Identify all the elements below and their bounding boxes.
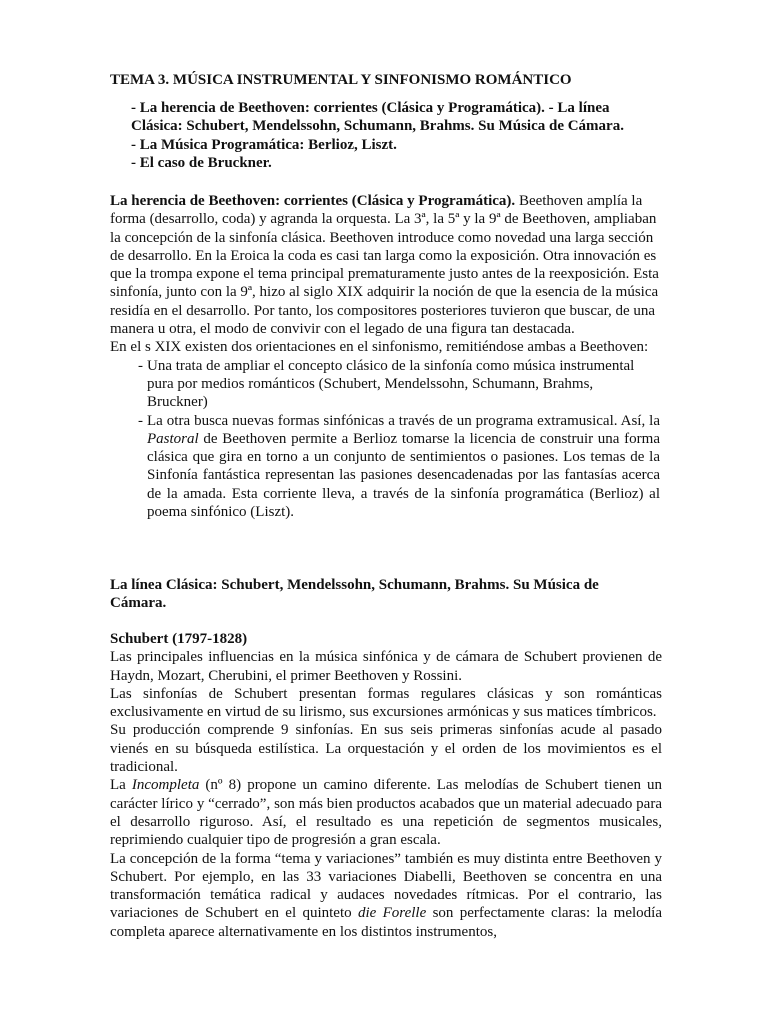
table-of-contents — [131, 99, 671, 172]
paragraph: Las principales influencias en la música sinfónica y de cámara de Schubert provienen de Haydn, Mozart, Cherubini, el primer Beethoven y Rossini. — [110, 649, 662, 684]
paragraph-text: son perfectamente claras: la melodía completa aparece alternativamente en los distintos instrumentos, — [110, 905, 663, 940]
paragraph — [110, 850, 662, 941]
bullet-list — [138, 357, 660, 522]
paragraph-text: Beethoven amplía la forma (desarrollo, coda) y agranda la orquesta. La 3ª, la 5ª y la 9ª de Beethoven, ampliaban la concepción de la sinfonía clásica. Beethoven introduce como novedad una larga sección de desarrollo. En la Eroica la coda es casi tan larga como la exposición. Otra innovación es que la trompa expone el tema principal prematuramente justo antes de la reexposición. Esta sinfonía, junto con la 9ª, hizo al siglo XIX adquirir la noción de que la esencia de la música residía en el desarrollo. Por tanto, los compositores posteriores tuvieron que buscar, de una manera u otra, el modo de convivir con el legado de una figura tan destacada. — [110, 193, 659, 338]
section-heading: La herencia de Beethoven: corrientes (Clásica y Programática). — [110, 193, 516, 209]
italic-title: die Forelle — [357, 905, 427, 922]
paragraph — [110, 776, 662, 849]
paragraph-text: (nº 8) propone un camino diferente. Las melodías de Schubert tienen un carácter lírico y “cerrado”, son más bien productos acabados que un material adecuado para el desarrollo riguroso. Así, el resultado es una repetición de segmentos musicales, reprimiendo cualquier tipo de progresión a gran escala. — [110, 777, 663, 849]
section-beethoven-heritage — [110, 192, 660, 521]
paragraph: En el s XIX existen dos orientaciones en el sinfonismo, remitiéndose ambas a Beethoven: — [110, 339, 649, 356]
paragraph — [110, 192, 660, 338]
list-item-text: La otra busca nuevas formas sinfónicas a través de un programa extramusical. Así, la — [147, 412, 660, 429]
page-title: TEMA 3. MÚSICA INSTRUMENTAL Y SINFONISMO ROMÁNTICO — [110, 72, 572, 88]
paragraph-text: La — [110, 777, 132, 794]
paragraph: Las sinfonías de Schubert presentan formas regulares clásicas y son románticas exclusivamente en virtud de su lirismo, sus excursiones armónicas y sus matices tímbricos. — [110, 685, 662, 721]
paragraph-text: La concepción de la forma “tema y variaciones” también es muy distinta entre Beethoven y Schubert. Por ejemplo, en las 33 variaciones Diabelli, Beethoven se concentra en una transformación temática radical y audaces novedades rítmicas. Por el contrario, las variaciones de Schubert en el quinteto — [110, 850, 662, 922]
section-schubert — [110, 630, 662, 941]
list-item: - La otra busca nuevas formas sinfónicas a través de un programa extramusical. Así, la Pastoral de Beethoven permite a Berlioz tomarse la licencia de construir una forma clásica que gira en torno a un conjunto de sentimientos o pasiones. Los temas de la Sinfonía fantástica representan las pasiones desencadenadas por las fantasías acerca de la amada. Esta corriente lleva, a través de la sinfonía programática (Berlioz) al poema sinfónico (Liszt). — [138, 412, 660, 521]
section-heading-classical-line: La línea Clásica: Schubert, Mendelssohn, Schumann, Brahms. Su Música de Cámara. — [110, 577, 599, 612]
list-item: - Una trata de ampliar el concepto clásico de la sinfonía como música instrumental pura por medios románticos (Schubert, Mendelssohn, Schumann, Brahms, Bruckner) — [138, 357, 635, 411]
subsection-heading: Schubert (1797-1828) — [110, 631, 248, 647]
italic-title: Incompleta — [131, 777, 200, 794]
toc-line: - El caso de Bruckner. — [131, 154, 272, 171]
paragraph: Su producción comprende 9 sinfonías. En sus seis primeras sinfonías acude al pasado vienés en su búsqueda estilística. La orquestación y el orden de los movimientos es el tradicional. — [110, 722, 662, 776]
list-item-text: de Beethoven permite a Berlioz tomarse la licencia de construir una forma clásica que gira en torno a un conjunto de sentimientos o pasiones. Los temas de la Sinfonía fantástica representan las pasiones desencadenadas por las fantasías acerca de la amada. Esta corriente lleva, a través de la sinfonía programática (Berlioz) al poema sinfónico (Liszt). — [147, 430, 660, 521]
toc-line: - La herencia de Beethoven: corrientes (Clásica y Programática). - La línea — [131, 100, 610, 116]
toc-line: Clásica: Schubert, Mendelssohn, Schumann, Brahms. Su Música de Cámara. — [131, 118, 624, 135]
italic-title: Pastoral — [147, 430, 199, 447]
list-item-text: Una trata de ampliar el concepto clásico de la sinfonía como música instrumental pura por medios románticos (Schubert, Mendelssohn, Schumann, Brahms, Bruckner) — [147, 357, 635, 411]
toc-line: - La Música Programática: Berlioz, Liszt. — [131, 136, 397, 153]
